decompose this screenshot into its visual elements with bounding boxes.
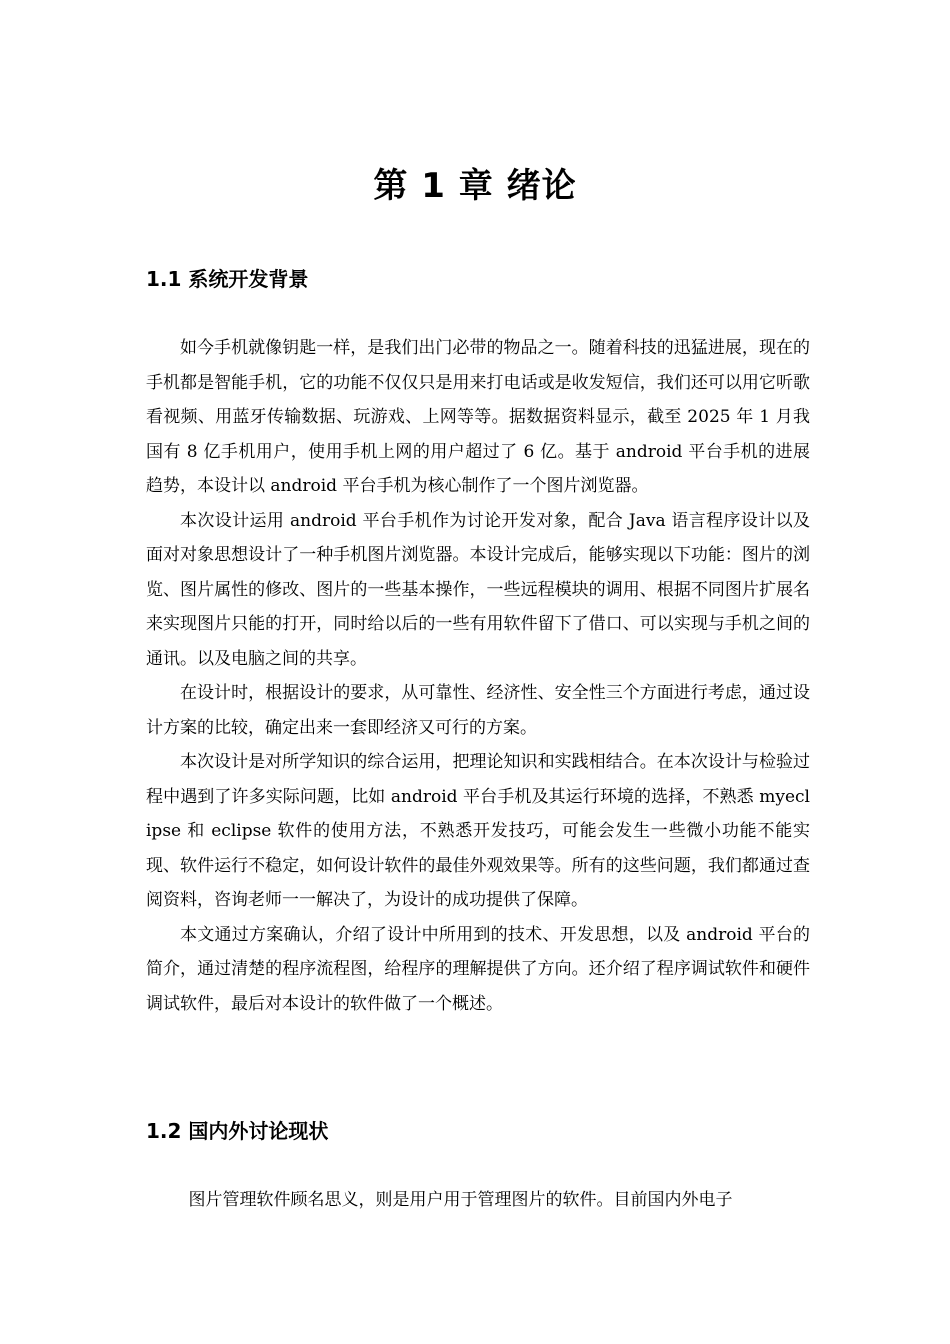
paragraph: 本次设计运用 android 平台手机作为讨论开发对象，配合 Java 语言程序设计以及面对对象思想设计了一种手机图片浏览器。本设计完成后，能够实现以下功能：图片的浏览、图片属性的修改、图片的一些基本操作，一些远程模块的调用、根据不同图片扩展名来实现图片只能的打开，同时给以后的一些有用软件留下了借口、可以实现与手机之间的通讯。以及电脑之间的共享。 xyxy=(146,510,810,669)
section-1-1-body xyxy=(146,331,810,1021)
chapter-title: 第 1 章 绪论 xyxy=(373,166,577,206)
paragraph: 本文通过方案确认，介绍了设计中所用到的技术、开发思想，以及 android 平台的简介，通过清楚的程序流程图，给程序的理解提供了方向。还介绍了程序调试软件和硬件调试软件，最后对本设计的软件做了一个概述。 xyxy=(146,924,810,1014)
section-heading-1-2: 1.2 国内外讨论现状 xyxy=(146,1119,329,1143)
section-1-2-body xyxy=(146,1183,810,1218)
paragraph: 如今手机就像钥匙一样，是我们出门必带的物品之一。随着科技的迅猛进展，现在的手机都是智能手机，它的功能不仅仅只是用来打电话或是收发短信，我们还可以用它听歌看视频、用蓝牙传输数据、玩游戏、上网等等。据数据资料显示，截至 2025 年 1 月我国有 8 亿手机用户，使用手机上网的用户超过了 6 亿。基于 android 平台手机的进展趋势，本设计以 android 平台手机为核心制作了一个图片浏览器。 xyxy=(146,338,810,496)
paragraph: 图片管理软件顾名思义，则是用户用于管理图片的软件。目前国内外电子 xyxy=(188,1190,733,1210)
section-heading-1-1: 1.1 系统开发背景 xyxy=(146,267,309,291)
paragraph: 在设计时，根据设计的要求，从可靠性、经济性、安全性三个方面进行考虑，通过设计方案的比较，确定出来一套即经济又可行的方案。 xyxy=(146,683,810,738)
paragraph: 本次设计是对所学知识的综合运用，把理论知识和实践相结合。在本次设计与检验过程中遇到了许多实际问题，比如 android 平台手机及其运行环境的选择，不熟悉 myeclipse 和 eclipse 软件的使用方法，不熟悉开发技巧，可能会发生一些微小功能不能实现、软件运行不稳定，如何设计软件的最佳外观效果等。所有的这些问题，我们都通过查阅资料，咨询老师一一解决了，为设计的成功提供了保障。 xyxy=(146,752,810,910)
